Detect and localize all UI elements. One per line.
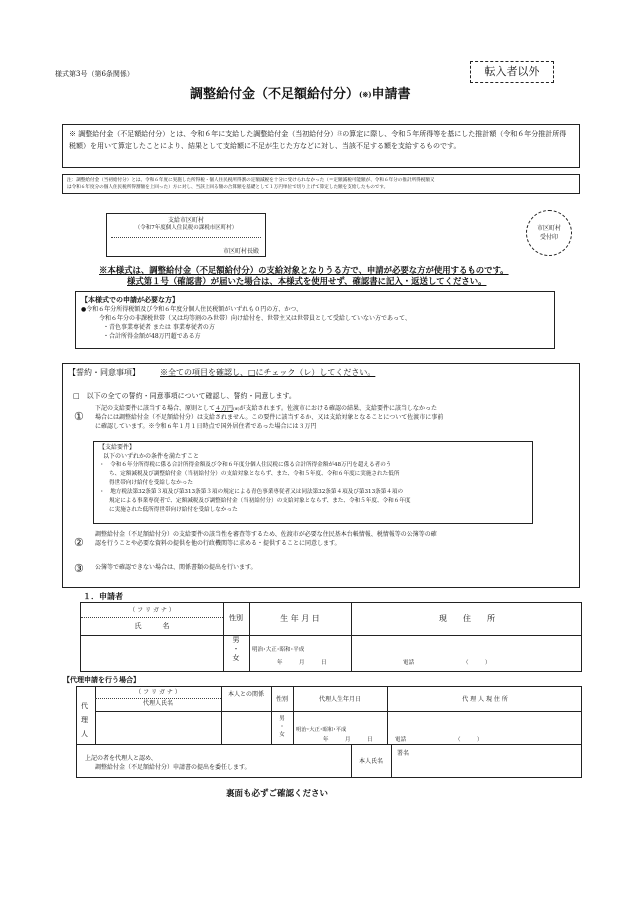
pledge3-line1: 公簿等で確認できない場合は、関係書類の提出を行います。 <box>95 564 257 571</box>
applicant-gender-dot: ・ <box>232 645 240 653</box>
agree-checkbox-line[interactable]: □ 以下の全ての誓約・同意事項について確認し、誓約・同意します。 <box>73 392 296 400</box>
delegate-line2: 調整給付金（不足額給付分）申請書の提出を委任します。 <box>95 764 251 771</box>
proxy-furigana-label: （ フ リ ガ ナ ） <box>135 689 181 696</box>
principal-name-label: 本人氏名 <box>358 758 383 765</box>
delegation-box <box>76 745 582 778</box>
required-box <box>75 291 555 349</box>
required-item2: 令和６年分の非課税世帯（又は均等割のみ世帯）向け給付を、世帯主又は世帯員として受給していない方であって、 <box>99 315 411 322</box>
pledge2-line2: 認を行うことや必要な資料の提供を他の行政機関等に求める・提供することに同意します。 <box>95 540 341 547</box>
usage-note-line1: ※本様式は、調整給付金（不足額給付分）の支給対象となりうる方で、申請が必要な方が使用するものです。 <box>99 265 509 275</box>
applicant-furigana-line <box>81 617 223 618</box>
applicant-birthdate-field[interactable]: 年 月 日 <box>277 660 327 666</box>
form-number: 様式第3号（第6条関係） <box>55 70 134 78</box>
p1-amount: ４万円 <box>215 405 234 412</box>
delegate-line1: 上記の者を代理人と認め、 <box>85 755 157 762</box>
footnote-line2: は令和６年度分の個人住民税所得割額を上回った）方に対し、当該上回る額の合算額を基礎として１万円単位で切り上げて算定した額を支給したものです。 <box>67 185 389 190</box>
note-box <box>62 124 580 168</box>
proxy-name-label: 代理人氏名 <box>142 700 173 707</box>
req1-line2: ち、定額減税及び調整給付金（当初給付分）の支給対象とならず、また、令和５年度、令和６年度に実施された低所 <box>109 471 400 477</box>
title-main: 調整給付金（不足額給付分） <box>190 87 360 102</box>
proxy-birthdate-field[interactable]: 年 月 日 <box>323 737 373 743</box>
applicant-phone-field[interactable]: （ ） <box>463 660 491 666</box>
reception-stamp <box>526 210 572 256</box>
applicant-section-title: １．申請者 <box>83 591 123 601</box>
pledge1-line3: に確認しています。※令和６年１月１日時点で国外居住者であった場合には３万円 <box>95 423 317 430</box>
applicant-furigana-label: （ フ リ ガ ナ ） <box>129 607 175 614</box>
proxy-gender-options[interactable] <box>271 715 293 739</box>
proxy-female-option[interactable]: 女 <box>279 732 285 738</box>
footer-note: 裏面も必ずご確認ください <box>226 789 329 799</box>
applicant-name-label: 氏 名 <box>134 622 170 630</box>
municipality-sublabel: （令和7年度個人住民税の課税市区町村） <box>134 225 238 231</box>
required-item3: ・青色事業専従者 または 事業専従者の方 <box>103 324 215 331</box>
requirements-box <box>93 441 533 524</box>
stamp-line2: 受付印 <box>539 234 558 241</box>
pledge-box <box>62 363 580 588</box>
municipality-box <box>106 213 266 257</box>
applicant-table <box>80 602 582 672</box>
applicant-address-label: 現 住 所 <box>439 614 495 623</box>
applicant-gender-label: 性別 <box>229 614 243 622</box>
pledge2-line1: 調整給付金（不足額給付分）の支給要件の該当性を審査等するため、佐渡市が必要な住民基本台帳情報、税情報等の公簿等の確 <box>95 531 437 538</box>
pledge-num1: ① <box>74 410 84 423</box>
p1-line1a: 下記の支給要件に該当する場合、原則として <box>95 405 216 412</box>
title-mark: (※) <box>359 90 372 99</box>
req-intro: 以下のいずれかの条件を満たすこと <box>103 453 200 460</box>
proxy-col-1 <box>221 687 222 744</box>
proxy-header-line <box>95 711 581 712</box>
required-item4: ・合計所得金額が48万円超である方 <box>103 333 201 340</box>
req1-line1: ・ 令和６年分所得税に係る合計所得金額及び令和６年度分個人住民税に係る合計所得金額が48万円を超える者のう <box>99 462 392 468</box>
proxy-section-title: 【代理申請を行う場合】 <box>63 675 140 684</box>
req2-line3: に実施された低所得世帯向け給付を受給しなかった <box>109 507 238 513</box>
note-mark: 注 <box>337 131 343 137</box>
page-title <box>190 86 411 104</box>
req2-line2: 規定による事業専従者で、定額減税及び調整給付金（当初給付分）の支給対象とならず、また、令和５年度、令和６年度 <box>109 498 411 504</box>
applicant-male-option[interactable]: 男 <box>232 636 240 644</box>
req1-line3: 得世帯向け給付を受給しなかった <box>109 480 193 486</box>
proxy-gender-label: 性別 <box>275 696 288 703</box>
pledge-num3: ③ <box>74 562 84 575</box>
note-text-2: の算定に際し、令和５年所得等を基にした推計額（令和６年分推計所得税額）を用いて算定したことにより、結果として支給額に不足が生じた方などに対し、当該不足する額を支給するものです。 <box>69 130 567 150</box>
req2-line1: ・ 地方税法第32条第３項及び第313条第３項の規定による青色事業専従者又は同法第32条第４項及び第313条第４項の <box>99 489 404 495</box>
proxy-birthdate-label: 代理人生年月日 <box>318 696 361 703</box>
signature-field[interactable]: 署名 <box>397 750 410 757</box>
footnote-line1: 注：調整給付金（当初給付分）とは、令和６年度に実施した所得税・個人住民税所得割の定額減税を十分に受けられなかった（＝定額減税可能額が、令和６年分の推計所得税額又 <box>67 178 435 183</box>
municipality-divider <box>111 237 261 238</box>
p1-line1b: が支給されます。佐渡市における確認の結果、支給要件に該当しなかった <box>239 405 438 412</box>
applicant-phone-label: 電話 <box>403 660 415 666</box>
proxy-relation-label: 本人との関係 <box>227 691 264 698</box>
pledge1-line1 <box>95 404 577 413</box>
mayor-label: 市区町村長殿 <box>222 248 259 255</box>
applicant-era-options[interactable]: 明治･大正･昭和･平成 <box>252 647 305 653</box>
title-suffix: 申請書 <box>371 87 411 102</box>
proxy-side-label: 代理人 <box>81 702 88 738</box>
note-text <box>69 128 573 152</box>
proxy-table <box>76 686 582 745</box>
required-heading: 【本様式での申請が必要な方】 <box>81 295 179 304</box>
pledge-heading: 【誓約・同意事項】 <box>68 368 140 377</box>
req-heading: 【支給要件】 <box>99 444 136 451</box>
proxy-male-option[interactable]: 男 <box>279 716 285 722</box>
applicant-female-option[interactable]: 女 <box>232 654 240 662</box>
proxy-phone-label: 電話 <box>395 737 407 743</box>
pledge-item1 <box>95 404 577 431</box>
transfer-badge: 転入者以外 <box>470 61 554 83</box>
proxy-era-options[interactable]: 明治･大正･昭和･平成 <box>296 727 347 733</box>
proxy-address-label: 代 理 人 現 住 所 <box>462 696 508 703</box>
pledge-num2: ② <box>74 536 84 549</box>
pledge-item2 <box>95 530 577 548</box>
delegation-col-2 <box>391 745 392 777</box>
note-text-1: ※ 調整給付金（不足額給付分）とは、令和６年に支給した調整給付金（当初給付分） <box>69 130 338 138</box>
required-item1: ●令和６年分所得税額及び令和６年度分個人住民税額がいずれも０円の方、かつ、 <box>81 306 302 313</box>
applicant-header-line <box>81 635 581 636</box>
proxy-phone-field[interactable]: （ ） <box>455 737 483 743</box>
usage-note-line2: 様式第１号（確認書）が届いた場合は、本様式を使用せず、確認書に記入・返送してください。 <box>127 276 487 286</box>
p1-amount-note: (※) <box>233 406 240 411</box>
applicant-birthdate-label: 生 年 月 日 <box>280 614 320 623</box>
proxy-gender-dot: ・ <box>279 724 285 730</box>
pledge1-line2: 場合には調整給付金（不足額給付分）は支給されません。この要件に該当するか、又は支給対象となることについて佐渡市に事前 <box>95 414 444 421</box>
pledge-instruction: ※全ての項目を確認し、□にチェック（レ）してください。 <box>160 368 376 377</box>
stamp-line1: 市区町村 <box>536 225 561 232</box>
municipality-label: 支給市区町村 <box>167 217 204 224</box>
footnote-box <box>62 174 580 194</box>
applicant-gender-options[interactable] <box>223 636 249 663</box>
